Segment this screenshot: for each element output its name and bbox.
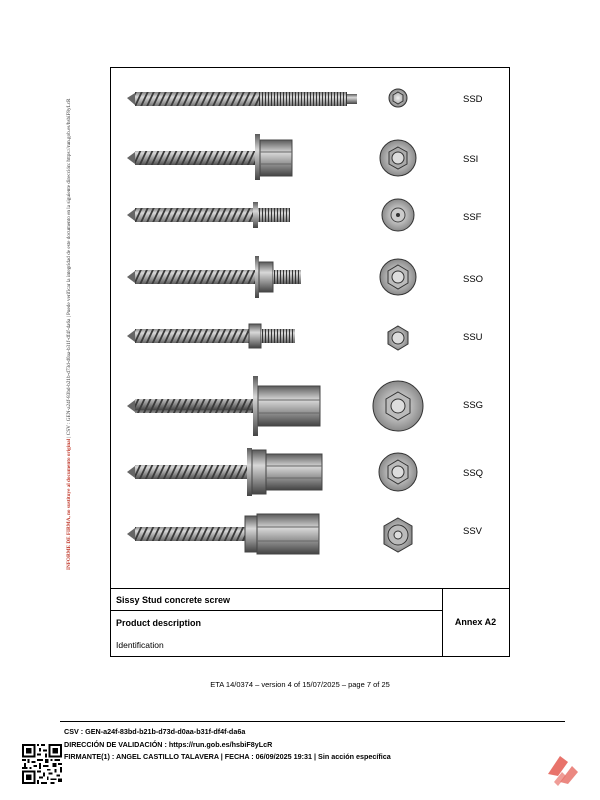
section-title: Product description (116, 618, 202, 628)
screw-row-ssf (111, 186, 511, 246)
screw-row-ssu (111, 306, 511, 366)
screw-code-ssu: SSU (463, 332, 483, 343)
screw-sso-head-view (369, 246, 429, 306)
title-block (110, 589, 510, 657)
page-footer: ETA 14/0374 – version 4 of 15/07/2025 – page 7 of 25 (210, 680, 390, 689)
screw-ssv-side-view (121, 504, 361, 566)
screw-ssu-head-view (369, 306, 429, 366)
csv-code: CSV : GEN-a24f-83bd-b21b-d73d-d0aa-b31f-df4f-da6a (64, 727, 246, 736)
screw-ssf-head-view (369, 186, 429, 246)
validation-url: DIRECCIÓN DE VALIDACIÓN : https://run.gob.es/hsbiF8yLcR (64, 740, 273, 749)
screw-code-ssg: SSG (463, 400, 484, 411)
screw-ssi-side-view (121, 126, 361, 186)
side-note-black: | CSV : GEN-a24f-83bd-b21b-d73d-d0aa-b31f-df4f-da6a | Puede verificar la integridad de este documento en la siguiente dirección: https://run.gob.es/hsbiF8yLcR (66, 98, 72, 439)
screw-code-ssi: SSI (463, 154, 479, 165)
screw-row-ssq (111, 440, 511, 500)
screw-ssd-head-view (369, 70, 429, 130)
screw-row-sso (111, 246, 511, 306)
screw-code-sso: SSO (463, 274, 484, 285)
screw-code-ssq: SSQ (463, 468, 484, 479)
screw-ssg-side-view (121, 370, 361, 440)
footer-divider (60, 721, 565, 722)
screw-ssi-head-view (369, 126, 429, 186)
product-name: Sissy Stud concrete screw (111, 589, 442, 611)
screw-code-ssv: SSV (463, 526, 483, 537)
screw-row-ssv (111, 504, 511, 564)
screw-ssq-head-view (369, 440, 429, 502)
title-block-left (111, 589, 443, 656)
screw-row-ssi (111, 126, 511, 186)
side-note-red: INFORME DE FIRMA, no sustituye al documento original (66, 438, 72, 570)
qr-code-icon (22, 744, 62, 784)
issuer-logo-icon (544, 752, 580, 788)
screw-ssu-side-view (121, 306, 361, 366)
signer-line: FIRMANTE(1) : ANGEL CASTILLO TALAVERA | FECHA : 06/09/2025 19:31 | Sin acción específica (64, 752, 391, 761)
screw-sso-side-view (121, 246, 361, 306)
screw-row-ssg (111, 370, 511, 430)
validation-side-note (54, 50, 72, 570)
title-block-right-top (442, 589, 509, 611)
screw-code-ssd: SSD (463, 94, 483, 105)
subsection-title: Identification (116, 640, 164, 650)
screw-code-ssf: SSF (463, 212, 482, 223)
annex-label: Annex A2 (454, 617, 497, 627)
screw-ssf-side-view (121, 186, 361, 246)
screw-ssv-head-view (369, 504, 429, 566)
screw-ssg-head-view (369, 370, 439, 440)
screw-ssq-side-view (121, 440, 361, 502)
screw-ssd-side-view (121, 70, 361, 130)
drawing-frame (110, 67, 510, 589)
screw-row-ssd (111, 70, 511, 130)
